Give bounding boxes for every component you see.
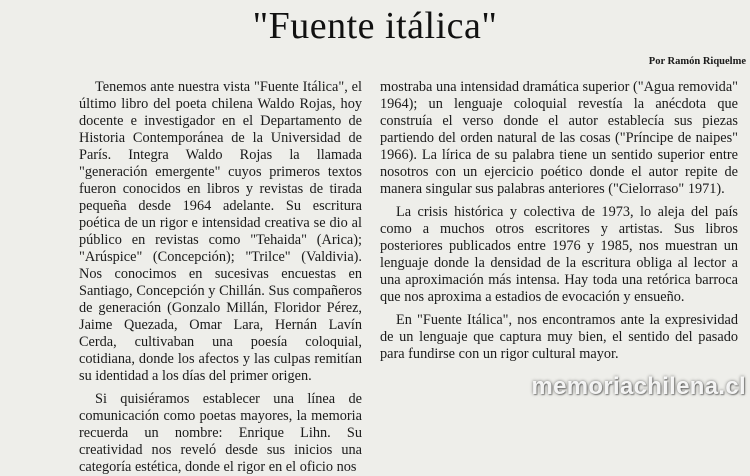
right-column <box>380 79 738 363</box>
paragraph: Tenemos ante nuestra vista "Fuente Itálica", el último libro del poeta chilena Waldo Rojas, hoy docente e investigador en el Departamento de Historia Contemporánea de la Universidad de París. Integra Waldo Rojas la llamada "generación emergente" cuyos primeros textos fueron conocidos en libros y revistas de tirada pequeña desde 1964 adelante. Su escritura poética de un rigor e intensidad creativa se dio al público en revistas como "Tehaida" (Arica); "Arúspice" (Concepción); "Trilce" (Valdivia). Nos conocimos en sucesivas encuestas en Santiago, Concepción y Chillán. Sus compañeros de generación (Gonzalo Millán, Floridor Pérez, Jaime Quezada, Omar Lara, Hernán Lavín Cerda, cultivaban una poesía coloquial, cotidiana, donde los afectos y las culpas remitían su identidad a los días del primer origen. <box>79 79 362 384</box>
article-byline: Por Ramón Riquelme <box>648 56 746 67</box>
paragraph: La crisis histórica y colectiva de 1973, lo aleja del país como a muchos otros escritores y artistas. Sus libros posteriores publicados entre 1976 y 1985, nos muestran un lenguaje donde la densidad de la escritura obliga al lector a una aproximación más intensa. Hay toda una retórica barroca que nos aproxima a estadios de evocación y ensueño. <box>380 204 738 305</box>
left-column <box>79 79 362 476</box>
paragraph: mostraba una intensidad dramática superior ("Agua removida" 1964); un lenguaje coloquial revestía la anécdota que construía el verso donde el autor establecía sus piezas partiendo del orden natural de las cosas ("Príncipe de naipes" 1966). La lírica de su palabra tiene un sentido superior entre nosotros con un ejercicio poético donde el autor repite de manera singular sus palabras anteriores ("Cielorraso" 1971). <box>380 79 738 197</box>
article-title: "Fuente itálica" <box>252 5 498 47</box>
paragraph: En "Fuente Itálica", nos encontramos ante la expresividad de un lenguaje que captura muy bien, el sentido del pasado para fundirse con un rigor cultural mayor. <box>380 312 738 362</box>
source-watermark: memoriachilena.cl <box>531 373 746 400</box>
paragraph: Si quisiéramos establecer una línea de comunicación como poetas mayores, la memoria recuerda un nombre: Enrique Lihn. Su creatividad nos reveló desde sus inicios una categoría estética, donde el rigor en el oficio nos <box>79 391 362 475</box>
